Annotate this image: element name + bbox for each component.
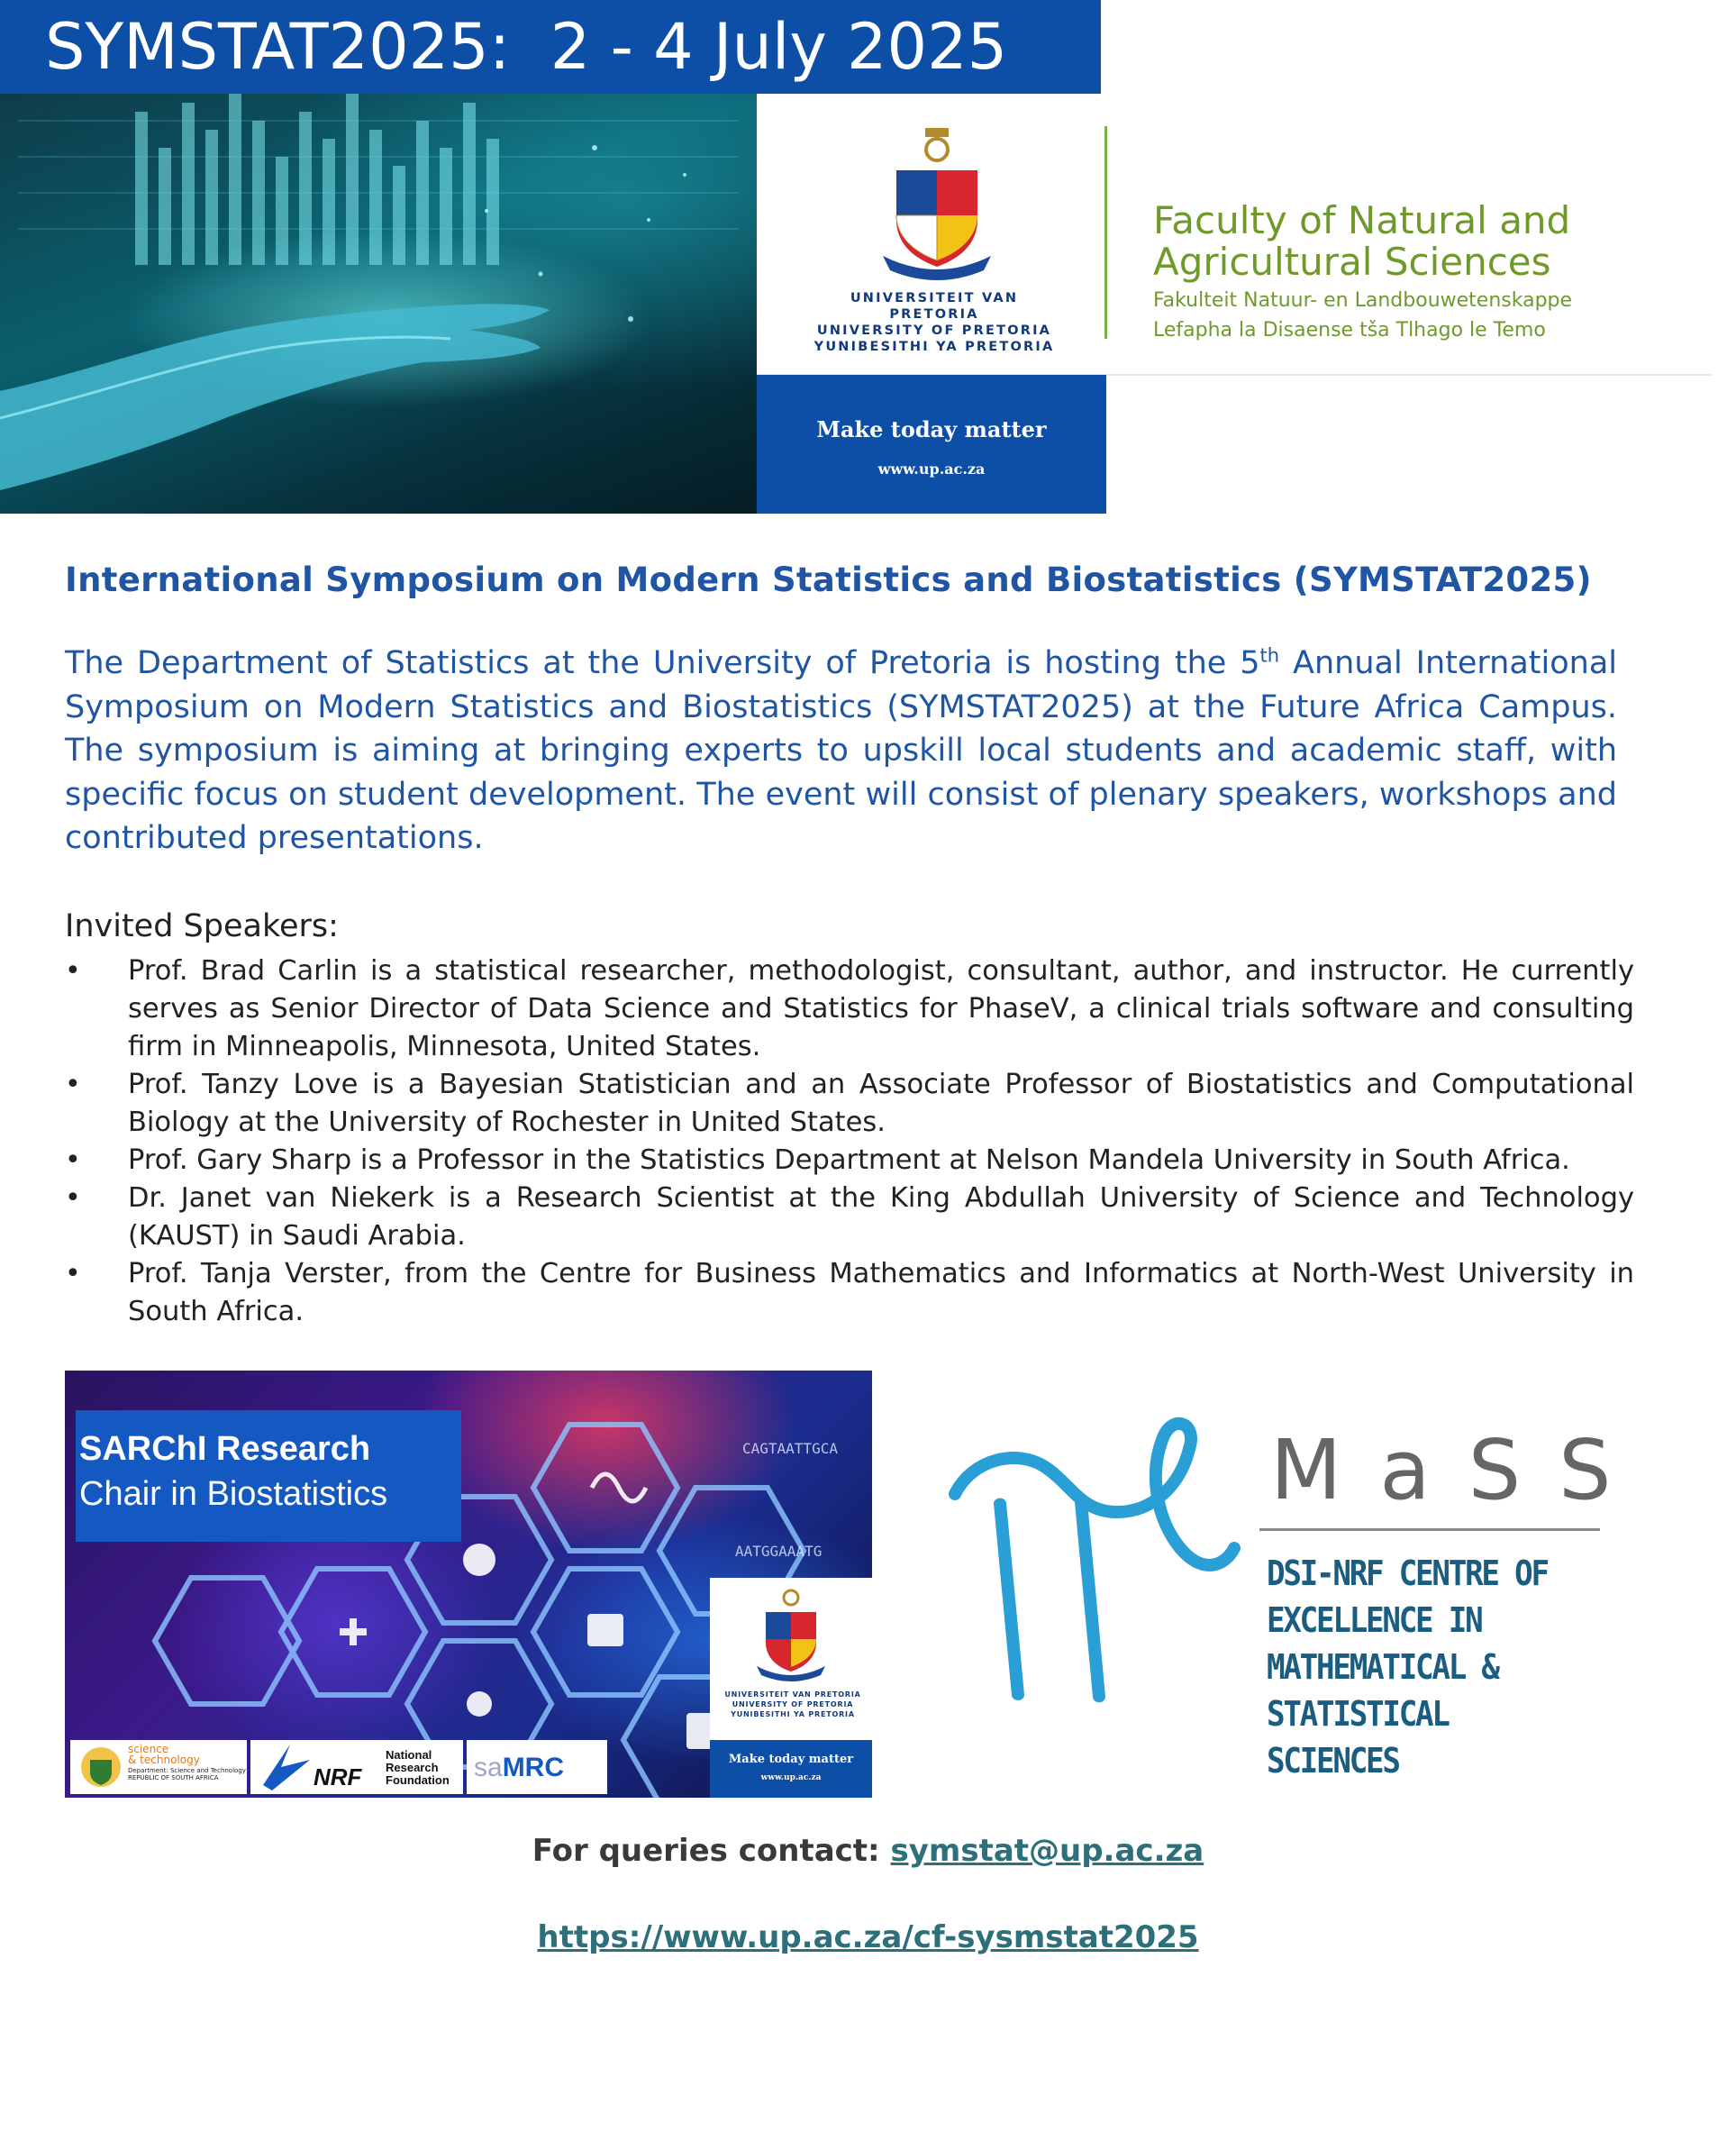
sponsor-logos-strip: [65, 1735, 710, 1798]
intro-superscript: th: [1259, 644, 1280, 667]
contact-line: [0, 1833, 1736, 1869]
sarchi-title: [76, 1410, 461, 1542]
university-names: [723, 1690, 863, 1719]
intro-paragraph: [65, 642, 1617, 861]
university-name-sepedi: YUNIBESITHI YA PRETORIA: [813, 340, 1055, 354]
samrc-prefix: sa: [474, 1753, 503, 1782]
event-title-banner: SYMSTAT2025: 2 - 4 July 2025: [0, 0, 1101, 94]
samrc-wordmark: [474, 1753, 564, 1783]
sarchi-title-line2: Chair in Biostatistics: [79, 1475, 388, 1513]
bullet-icon: •: [65, 1069, 81, 1100]
make-today-matter-panel: [757, 375, 1106, 514]
university-name-english: UNIVERSITY OF PRETORIA: [816, 323, 1052, 338]
university-website: www.up.ac.za: [877, 460, 986, 478]
nrf-star-icon: [254, 1740, 317, 1794]
nrf-full-name: National Research Foundation: [386, 1748, 450, 1787]
make-today-matter-band: [710, 1740, 872, 1798]
dst-word-line2: & technology: [128, 1754, 200, 1766]
hand-chart-illustration: [0, 94, 757, 514]
mass-centre-name: [1267, 1550, 1575, 1784]
mass-wordmark: MaSS: [1270, 1422, 1650, 1518]
symposium-url-link[interactable]: https://www.up.ac.za/cf-sysmstat2025: [537, 1919, 1199, 1955]
dna-sequence-label: AATGGAAATG: [735, 1543, 823, 1560]
university-tagline: Make today matter: [728, 1753, 854, 1766]
bullet-icon: •: [65, 955, 81, 987]
list-item: [65, 1255, 1634, 1331]
university-name-afrikaans: UNIVERSITEIT VAN PRETORIA: [724, 1690, 861, 1699]
dna-sequence-label: CAGTAATTGCA: [742, 1440, 838, 1457]
university-tagline: Make today matter: [816, 416, 1047, 442]
list-item: [65, 1066, 1634, 1142]
speaker-text: Prof. Gary Sharp is a Professor in the Statistics Department at Nelson Mandela University in South Africa.: [128, 1144, 1570, 1176]
university-faculty-header: [757, 94, 1712, 375]
university-name-sepedi: YUNIBESITHI YA PRETORIA: [731, 1710, 855, 1718]
sarchi-title-line1: SARChI Research: [79, 1430, 371, 1468]
speaker-text: Prof. Tanja Verster, from the Centre for Business Mathematics and Informatics at North-West University in South Africa.: [128, 1258, 1634, 1327]
intro-text-part2: Annual International Symposium on Modern Statistics and Biostatistics (SYMSTAT2025) at the Future Africa Campus. The symposium is aiming at bringing experts to upskill local students and academic staff, with specific focus on student development. The event will consist of plenary speakers, workshops and contributed presentations.: [65, 645, 1618, 856]
contact-label: For queries contact:: [532, 1833, 891, 1869]
symposium-url-line: [0, 1919, 1736, 1955]
faculty-name-afrikaans: Fakulteit Natuur- en Landbouwetenskappe: [1153, 289, 1573, 312]
contact-email-link[interactable]: symstat@up.ac.za: [890, 1833, 1204, 1869]
university-name-afrikaans: UNIVERSITEIT VAN PRETORIA: [850, 291, 1019, 322]
bullet-icon: •: [65, 1144, 81, 1176]
mass-line: DSI-NRF CENTRE OF: [1267, 1553, 1548, 1593]
dst-logo: [70, 1740, 247, 1794]
university-website: www.up.ac.za: [760, 1773, 822, 1782]
list-item: [65, 952, 1634, 1066]
speaker-text: Prof. Tanzy Love is a Bayesian Statistician and an Associate Professor of Biostatistics and Computational Biology at the University of Rochester in United States.: [128, 1069, 1634, 1138]
invited-speakers-title: Invited Speakers:: [65, 908, 339, 944]
nrf-logo: [250, 1740, 463, 1794]
faculty-name-block: [1153, 200, 1572, 342]
dst-word-line1: science: [128, 1743, 169, 1755]
mass-centre-logo: [946, 1413, 1650, 1781]
header-divider: [1104, 126, 1107, 339]
intro-text-part1: The Department of Statistics at the University of Pretoria is hosting the 5: [65, 645, 1260, 681]
symposium-heading: International Symposium on Modern Statistics and Biostatistics (SYMSTAT2025): [65, 560, 1592, 599]
mass-line: STATISTICAL SCIENCES: [1267, 1694, 1449, 1781]
bullet-icon: •: [65, 1182, 81, 1214]
university-names: [804, 290, 1065, 355]
mass-line: EXCELLENCE IN: [1267, 1600, 1482, 1640]
university-crest-icon: [869, 121, 1004, 283]
university-name-english: UNIVERSITY OF PRETORIA: [732, 1700, 854, 1708]
mass-swoosh-icon: [946, 1413, 1252, 1737]
list-item: [65, 1180, 1634, 1255]
samrc-logo: [467, 1740, 607, 1794]
nrf-abbreviation: NRF: [314, 1763, 362, 1790]
dst-word-science: [128, 1744, 200, 1765]
faculty-title-line2: Agricultural Sciences: [1153, 240, 1551, 284]
invited-speakers-list: [65, 952, 1634, 1331]
faculty-title-line1: Faculty of Natural and: [1153, 198, 1571, 242]
small-university-logo: [710, 1578, 872, 1798]
mass-divider: [1259, 1528, 1600, 1531]
samrc-mrc: MRC: [502, 1753, 565, 1782]
university-crest-icon: [710, 1578, 872, 1690]
dst-department-text: Department: Science and Technology REPUBLIC OF SOUTH AFRICA: [128, 1767, 246, 1781]
speaker-text: Dr. Janet van Niekerk is a Research Scientist at the King Abdullah University of Science and Technology (KAUST) in Saudi Arabia.: [128, 1182, 1634, 1252]
speaker-text: Prof. Brad Carlin is a statistical researcher, methodologist, consultant, author, and instructor. He currently serves as Senior Director of Data Science and Statistics for PhaseV, a clinical trials software and consulting firm in Minneapolis, Minnesota, United States.: [128, 955, 1634, 1062]
hero-hand-data-image: [0, 94, 757, 514]
bullet-icon: •: [65, 1258, 81, 1289]
coat-of-arms-icon: [76, 1742, 126, 1792]
faculty-name-sepedi: Lefapha la Disaense tša Tlhago le Temo: [1153, 319, 1546, 342]
sarchi-research-chair-logo: [65, 1371, 872, 1798]
mass-line: MATHEMATICAL &: [1267, 1647, 1498, 1687]
list-item: [65, 1142, 1634, 1180]
